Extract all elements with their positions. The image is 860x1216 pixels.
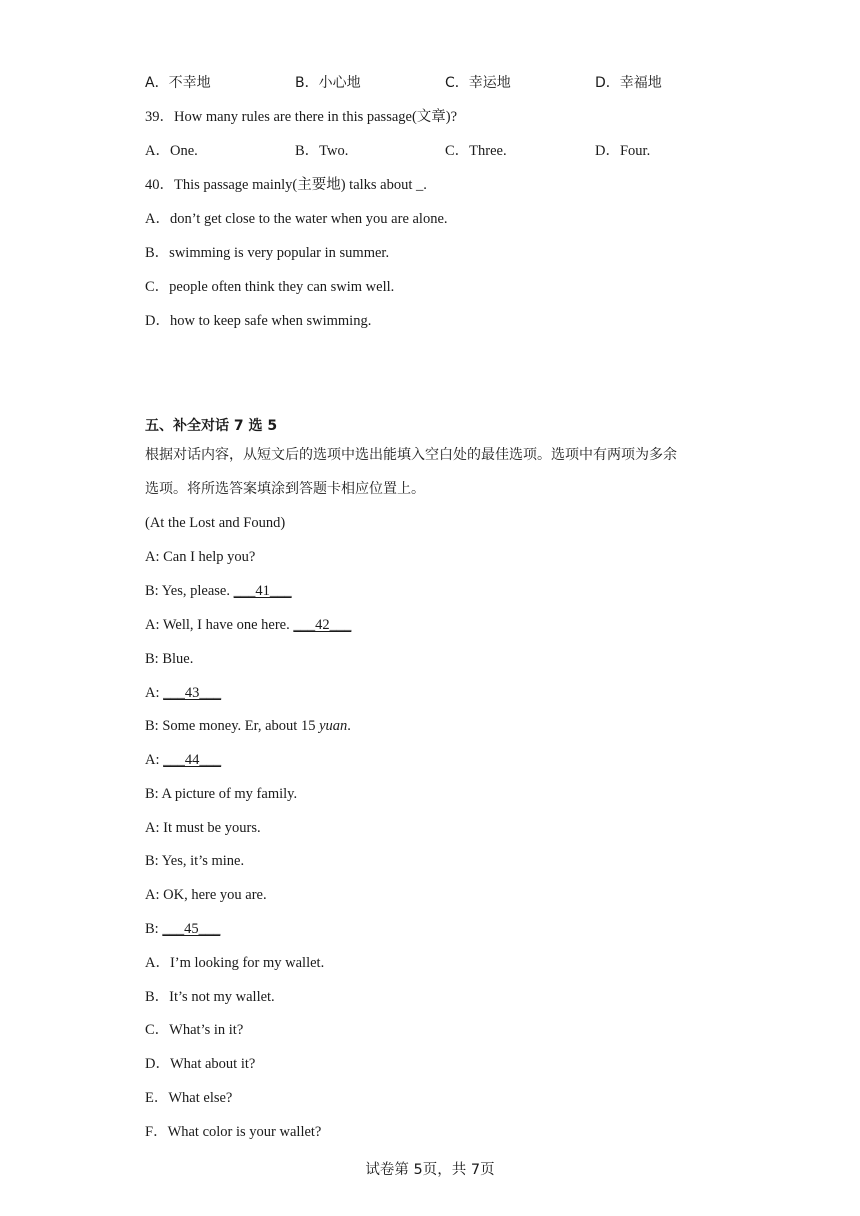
dialogue-text: B: Some money. Er, about 15 — [145, 718, 320, 734]
dialogue-line — [145, 615, 351, 635]
blank-43: ___43___ — [163, 685, 222, 701]
q40-option-b: B．swimming is very popular in summer. — [145, 245, 390, 261]
blank-45: ___45___ — [162, 921, 221, 937]
dialogue-text: A: — [145, 752, 164, 768]
dialogue-line — [145, 919, 220, 939]
dialogue-line: B: A picture of my family. — [145, 786, 298, 802]
blank-42: ___42___ — [293, 617, 352, 633]
q40-option-c: C．people often think they can swim well. — [145, 279, 395, 295]
q39-option-d: D．Four. — [595, 143, 651, 159]
q38-option-b: B．小心地 — [295, 75, 361, 91]
q40-option-d: D．how to keep safe when swimming. — [145, 313, 372, 329]
q38-option-c: C．幸运地 — [445, 75, 511, 91]
blank-44: ___44___ — [163, 752, 222, 768]
q40-question: 40．This passage mainly(主要地) talks about _. — [145, 177, 427, 193]
page-footer: 试卷第 5页，共 7页 — [365, 1162, 495, 1178]
dialogue-text-end: . — [347, 718, 351, 734]
q39-question: 39．How many rules are there in this passage(文章)? — [145, 109, 458, 125]
dialogue-line: A: OK, here you are. — [145, 887, 267, 903]
choice-f: F．What color is your wallet? — [145, 1124, 322, 1140]
q38-option-d: D．幸福地 — [595, 75, 662, 91]
instructions-line-1: 根据对话内容，从短文后的选项中选出能填入空白处的最佳选项。选项中有两项为多余 — [145, 447, 677, 463]
choice-d: D．What about it? — [145, 1056, 256, 1072]
dialogue-line — [145, 581, 292, 601]
dialogue-line: A: It must be yours. — [145, 820, 261, 836]
blank-41: ___41___ — [233, 583, 292, 599]
currency-word: yuan — [319, 718, 348, 734]
q38-option-a: A．不幸地 — [145, 75, 211, 91]
q39-option-b: B．Two. — [295, 143, 349, 159]
choice-b: B．It’s not my wallet. — [145, 989, 275, 1005]
q39-option-a: A．One. — [145, 143, 198, 159]
section-title: 五、补全对话 7 选 5 — [145, 418, 278, 434]
choice-c: C．What’s in it? — [145, 1022, 244, 1038]
dialogue-line — [145, 716, 351, 736]
dialogue-setting: (At the Lost and Found) — [145, 515, 286, 531]
q39-option-c: C．Three. — [445, 143, 507, 159]
choice-e: E．What else? — [145, 1090, 233, 1106]
dialogue-line: B: Blue. — [145, 651, 194, 667]
dialogue-text: A: Well, I have one here. — [145, 617, 294, 633]
instructions-line-2: 选项。将所选答案填涂到答题卡相应位置上。 — [145, 481, 425, 497]
dialogue-line: B: Yes, it’s mine. — [145, 853, 245, 869]
dialogue-text: B: — [145, 921, 163, 937]
q40-option-a: A．don’t get close to the water when you are alone. — [145, 211, 448, 227]
choice-a: A．I’m looking for my wallet. — [145, 955, 325, 971]
dialogue-text: B: Yes, please. — [145, 583, 234, 599]
dialogue-line — [145, 750, 221, 770]
dialogue-text: A: — [145, 685, 164, 701]
dialogue-line: A: Can I help you? — [145, 549, 256, 565]
dialogue-line — [145, 683, 221, 703]
